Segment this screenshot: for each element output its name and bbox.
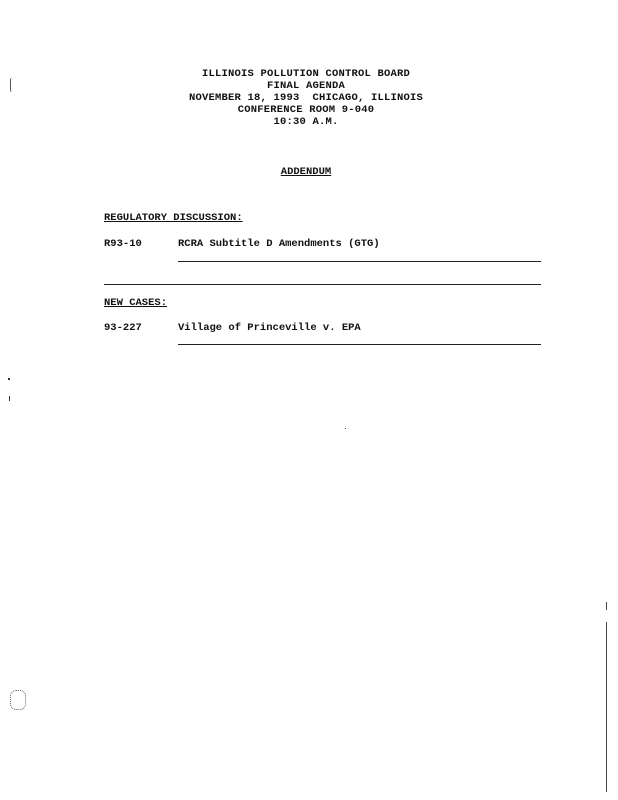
edge-mark bbox=[606, 622, 607, 792]
scan-speck bbox=[345, 428, 346, 429]
meeting-time: 10:30 A.M. bbox=[273, 116, 339, 128]
scan-speck bbox=[9, 396, 10, 401]
signature-line bbox=[178, 261, 541, 262]
hole-punch-mark bbox=[10, 690, 26, 710]
case-number: 93-227 bbox=[104, 322, 142, 334]
agenda-type: FINAL AGENDA bbox=[266, 80, 345, 92]
case-title: Village of Princeville v. EPA bbox=[178, 322, 361, 334]
edge-mark bbox=[606, 602, 607, 610]
case-number: R93-10 bbox=[104, 238, 142, 250]
conference-room: CONFERENCE ROOM 9-040 bbox=[237, 104, 375, 116]
addendum-title: ADDENDUM bbox=[280, 166, 332, 178]
section-heading-regulatory: REGULATORY DISCUSSION: bbox=[104, 212, 243, 224]
section-heading-new-cases: NEW CASES: bbox=[104, 297, 168, 309]
agenda-header bbox=[0, 68, 612, 128]
board-name: ILLINOIS POLLUTION CONTROL BOARD bbox=[201, 68, 411, 80]
case-title: RCRA Subtitle D Amendments (GTG) bbox=[178, 238, 380, 250]
scan-speck bbox=[8, 378, 10, 380]
separator-line bbox=[104, 284, 541, 285]
signature-line bbox=[178, 344, 541, 345]
meeting-date-location: NOVEMBER 18, 1993 CHICAGO, ILLINOIS bbox=[188, 92, 424, 104]
scan-mark bbox=[10, 78, 14, 92]
